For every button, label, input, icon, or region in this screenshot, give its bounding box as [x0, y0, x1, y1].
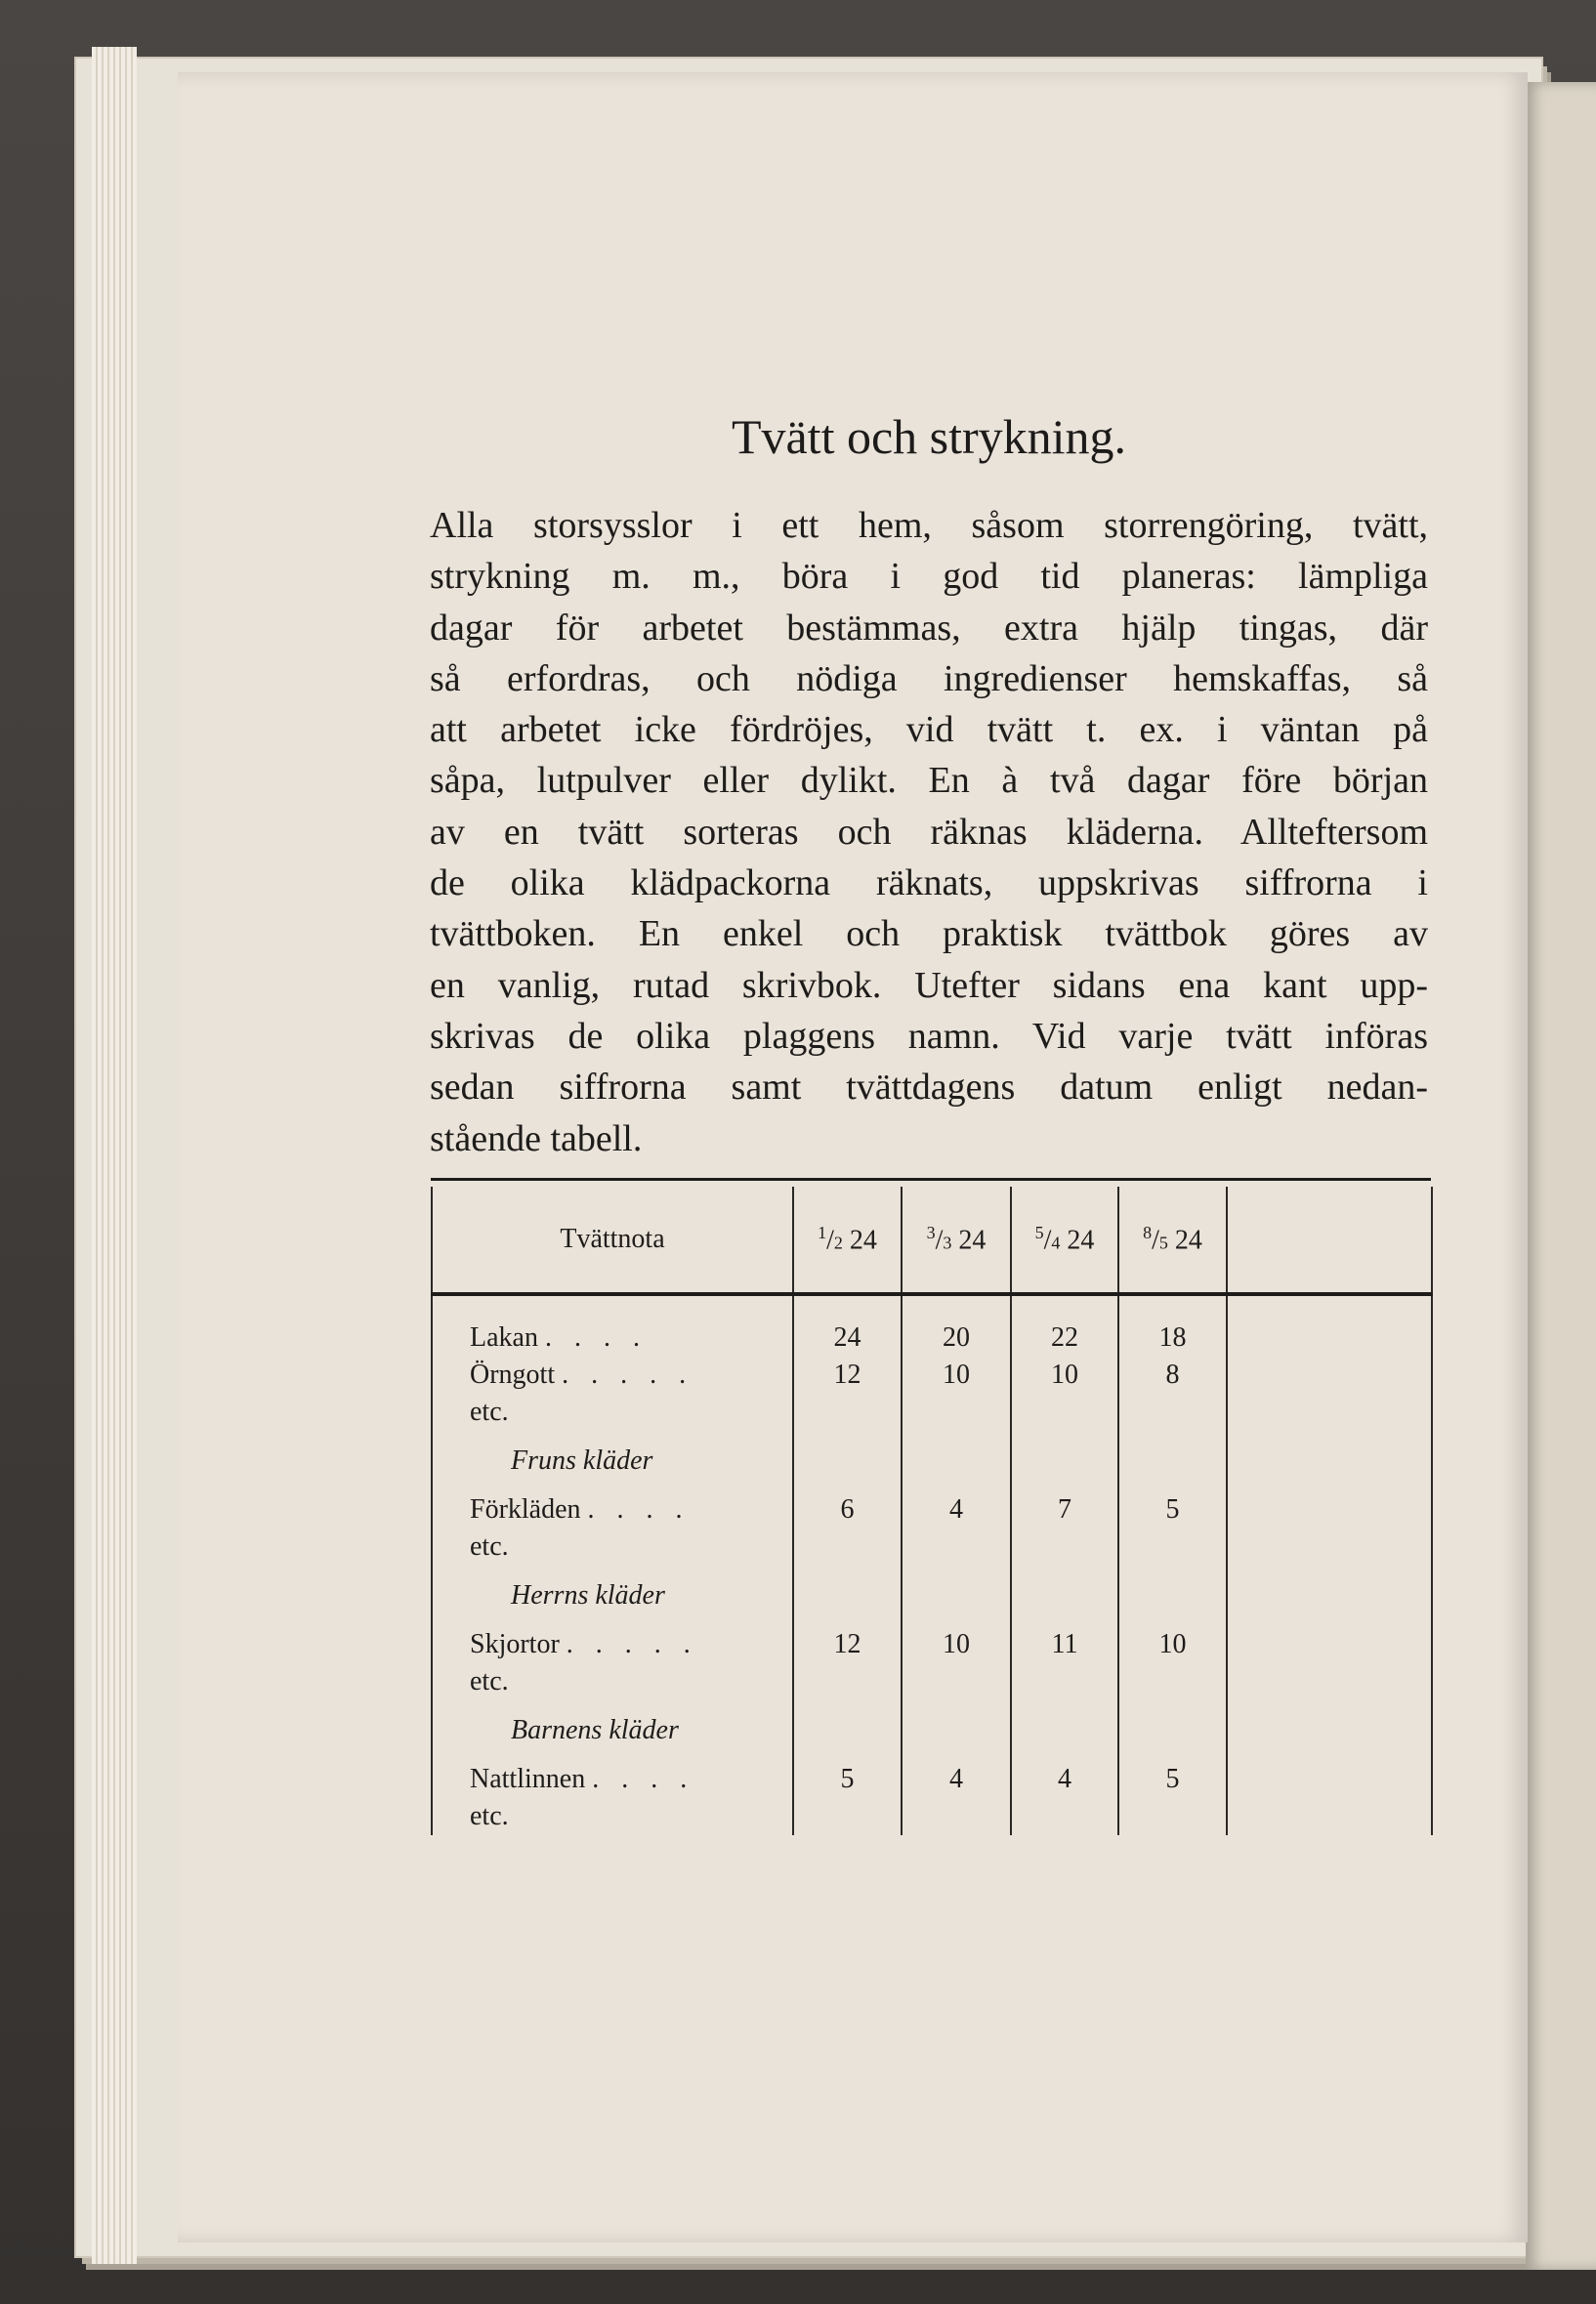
cell: 6: [793, 1491, 902, 1529]
row-label: Skjortor . . . . .: [432, 1626, 793, 1663]
paragraph-line: av en tvätt sorteras och räknas kläderna. Allteftersom: [430, 811, 1428, 853]
header-date: $^3$/3 24: [902, 1187, 1011, 1294]
cell: 10: [1118, 1626, 1227, 1663]
cell: 22: [1011, 1294, 1118, 1357]
cell-empty: [1227, 1491, 1432, 1529]
row-label: Örngott . . . . .: [432, 1357, 793, 1394]
cell: 8: [1118, 1357, 1227, 1394]
table-group-row: [432, 1566, 1432, 1626]
group-heading: Barnens kläder: [432, 1700, 793, 1761]
group-heading: Fruns kläder: [432, 1431, 793, 1491]
paragraph-line: skrivas de olika plaggens namn. Vid varje tvätt införas: [430, 1015, 1428, 1057]
cell: 11: [1011, 1626, 1118, 1663]
paragraph-line: såpa, lutpulver eller dylikt. En à två dagar före början: [430, 760, 1428, 802]
cell: 7: [1011, 1491, 1118, 1529]
row-etc: etc.: [432, 1529, 793, 1566]
table-group-row: [432, 1700, 1432, 1761]
table-row: [432, 1798, 1432, 1835]
cell-empty: [1227, 1357, 1432, 1394]
table-group-row: [432, 1431, 1432, 1491]
cell: 10: [902, 1626, 1011, 1663]
row-etc: etc.: [432, 1798, 793, 1835]
cell-empty: [1227, 1294, 1432, 1357]
tvattnota-table: [431, 1187, 1433, 1835]
cell: 12: [793, 1626, 902, 1663]
paragraph-line: strykning m. m., böra i god tid planeras: lämpliga: [430, 556, 1428, 598]
table-row: [432, 1491, 1432, 1529]
table-row: [432, 1357, 1432, 1394]
row-etc: etc.: [432, 1394, 793, 1431]
page-title: Tvätt och strykning.: [731, 409, 1127, 464]
cell: 5: [1118, 1491, 1227, 1529]
cell-empty: [1227, 1761, 1432, 1798]
group-heading: Herrns kläder: [432, 1566, 793, 1626]
cell: 18: [1118, 1294, 1227, 1357]
cell: 4: [1011, 1761, 1118, 1798]
paragraph-line: tvättboken. En enkel och praktisk tvättbok göres av: [430, 913, 1428, 955]
paragraph-line: sedan siffrorna samt tvättdagens datum enligt nedan-: [430, 1067, 1428, 1109]
laundry-table: [431, 1178, 1431, 1835]
cell: 4: [902, 1491, 1011, 1529]
header-date: $^1$/2 24: [793, 1187, 902, 1294]
body-paragraph: [430, 500, 1428, 1164]
cell: 12: [793, 1357, 902, 1394]
paragraph-line: dagar för arbetet bestämmas, extra hjälp tingas, där: [430, 607, 1428, 649]
paragraph-line: de olika klädpackorna räknats, uppskrivas siffrorna i: [430, 862, 1428, 904]
row-etc: etc.: [432, 1663, 793, 1700]
cell-empty: [1227, 1626, 1432, 1663]
row-label: Lakan . . . .: [432, 1294, 793, 1357]
facing-page-edge: [1526, 82, 1596, 2270]
cell: 5: [793, 1761, 902, 1798]
cell: 10: [1011, 1357, 1118, 1394]
header-empty: [1227, 1187, 1432, 1294]
row-label: Förkläden . . . .: [432, 1491, 793, 1529]
table-row: [432, 1394, 1432, 1431]
table-row: [432, 1761, 1432, 1798]
header-date: $^5$/4 24: [1011, 1187, 1118, 1294]
table-row: [432, 1626, 1432, 1663]
header-date: $^8$/5 24: [1118, 1187, 1227, 1294]
paragraph-line: att arbetet icke fördröjes, vid tvätt t. ex. i väntan på: [430, 709, 1428, 751]
cell: 4: [902, 1761, 1011, 1798]
table-row: [432, 1294, 1432, 1357]
cell: 24: [793, 1294, 902, 1357]
table-header-row: [432, 1187, 1432, 1294]
table-top-rule: [431, 1178, 1431, 1181]
cell: 5: [1118, 1761, 1227, 1798]
table-row: [432, 1663, 1432, 1700]
paragraph-line: en vanlig, rutad skrivbok. Utefter sidans ena kant upp-: [430, 964, 1428, 1006]
page-edges: [92, 47, 137, 2264]
row-label: Nattlinnen . . . .: [432, 1761, 793, 1798]
cell: 20: [902, 1294, 1011, 1357]
table-row: [432, 1529, 1432, 1566]
header-label: Tvättnota: [432, 1187, 793, 1294]
cell: 10: [902, 1357, 1011, 1394]
paragraph-line: stående tabell.: [430, 1117, 643, 1159]
paragraph-line: så erfordras, och nödiga ingredienser hemskaffas, så: [430, 657, 1428, 699]
paragraph-line: Alla storsysslor i ett hem, såsom storrengöring, tvätt,: [430, 505, 1428, 546]
